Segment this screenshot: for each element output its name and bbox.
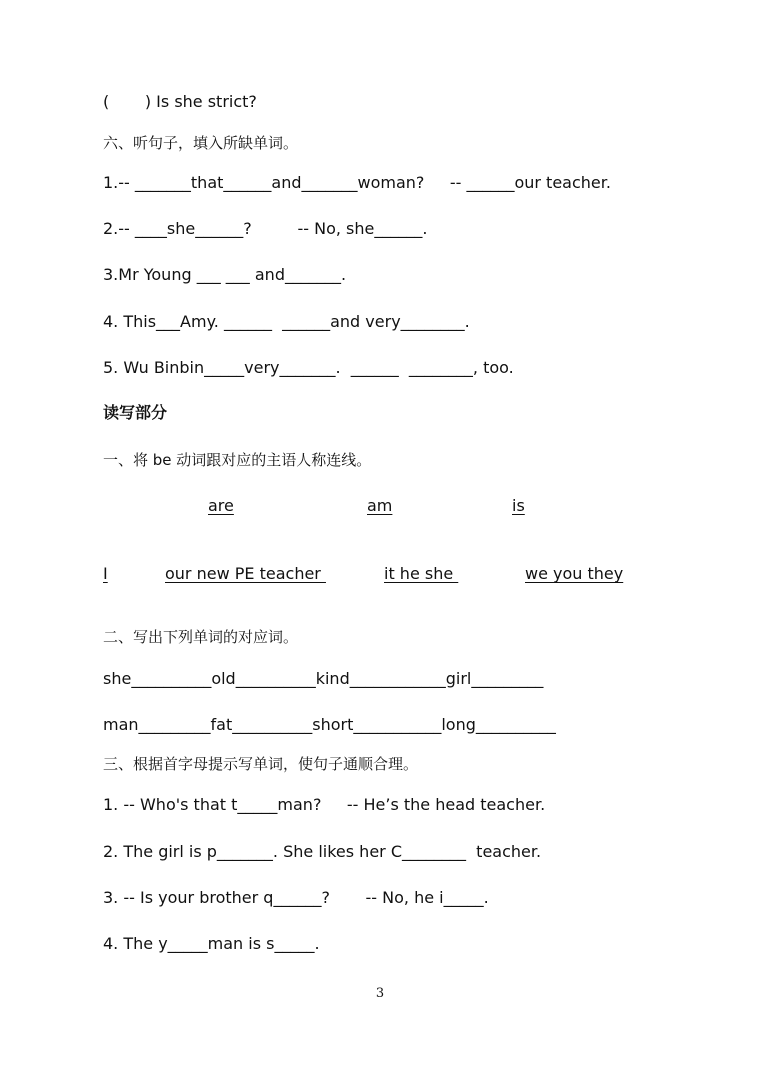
counterpart-heading: 二、写出下列单词的对应词。 — [103, 628, 299, 646]
matching-heading: 一、将 be 动词跟对应的主语人称连线。 — [103, 451, 372, 469]
listen-item-1: 1.-- _______that______and_______woman? -- ______our teacher. — [103, 173, 611, 192]
verb-is: is — [512, 496, 525, 515]
page-number: 3 — [375, 986, 385, 1001]
verb-am: am — [367, 496, 393, 515]
subject-i: I — [103, 564, 108, 583]
counterpart-row-2: man_________fat__________short___________long__________ — [103, 715, 556, 734]
listen-item-4: 4. This___Amy. ______ ______and very________. — [103, 312, 470, 331]
reading-writing-title: 读写部分 — [103, 403, 168, 422]
listen-item-3: 3.Mr Young ___ ___ and_______. — [103, 265, 347, 284]
initials-heading: 三、根据首字母提示写单词，使句子通顺合理。 — [103, 755, 419, 773]
counterpart-row-1: she__________old__________kind____________girl_________ — [103, 669, 544, 688]
section-six-heading: 六、听句子，填入所缺单词。 — [103, 134, 299, 152]
question-item: ( ) Is she strict? — [103, 92, 257, 111]
subject-we-you-they: we you they — [525, 564, 624, 583]
initials-item-1: 1. -- Who's that t_____man? -- He’s the head teacher. — [103, 795, 546, 814]
initials-item-4: 4. The y_____man is s_____. — [103, 934, 320, 953]
listen-item-5: 5. Wu Binbin_____very_______. ______ ________, too. — [103, 358, 514, 377]
listen-item-2: 2.-- ____she______? -- No, she______. — [103, 219, 428, 238]
initials-item-2: 2. The girl is p_______. She likes her C________ teacher. — [103, 842, 542, 861]
initials-item-3: 3. -- Is your brother q______? -- No, he i_____. — [103, 888, 489, 907]
subject-pe-teacher: our new PE teacher — [165, 564, 326, 583]
verb-are: are — [208, 496, 234, 515]
subject-it-he-she: it he she — [384, 564, 459, 583]
